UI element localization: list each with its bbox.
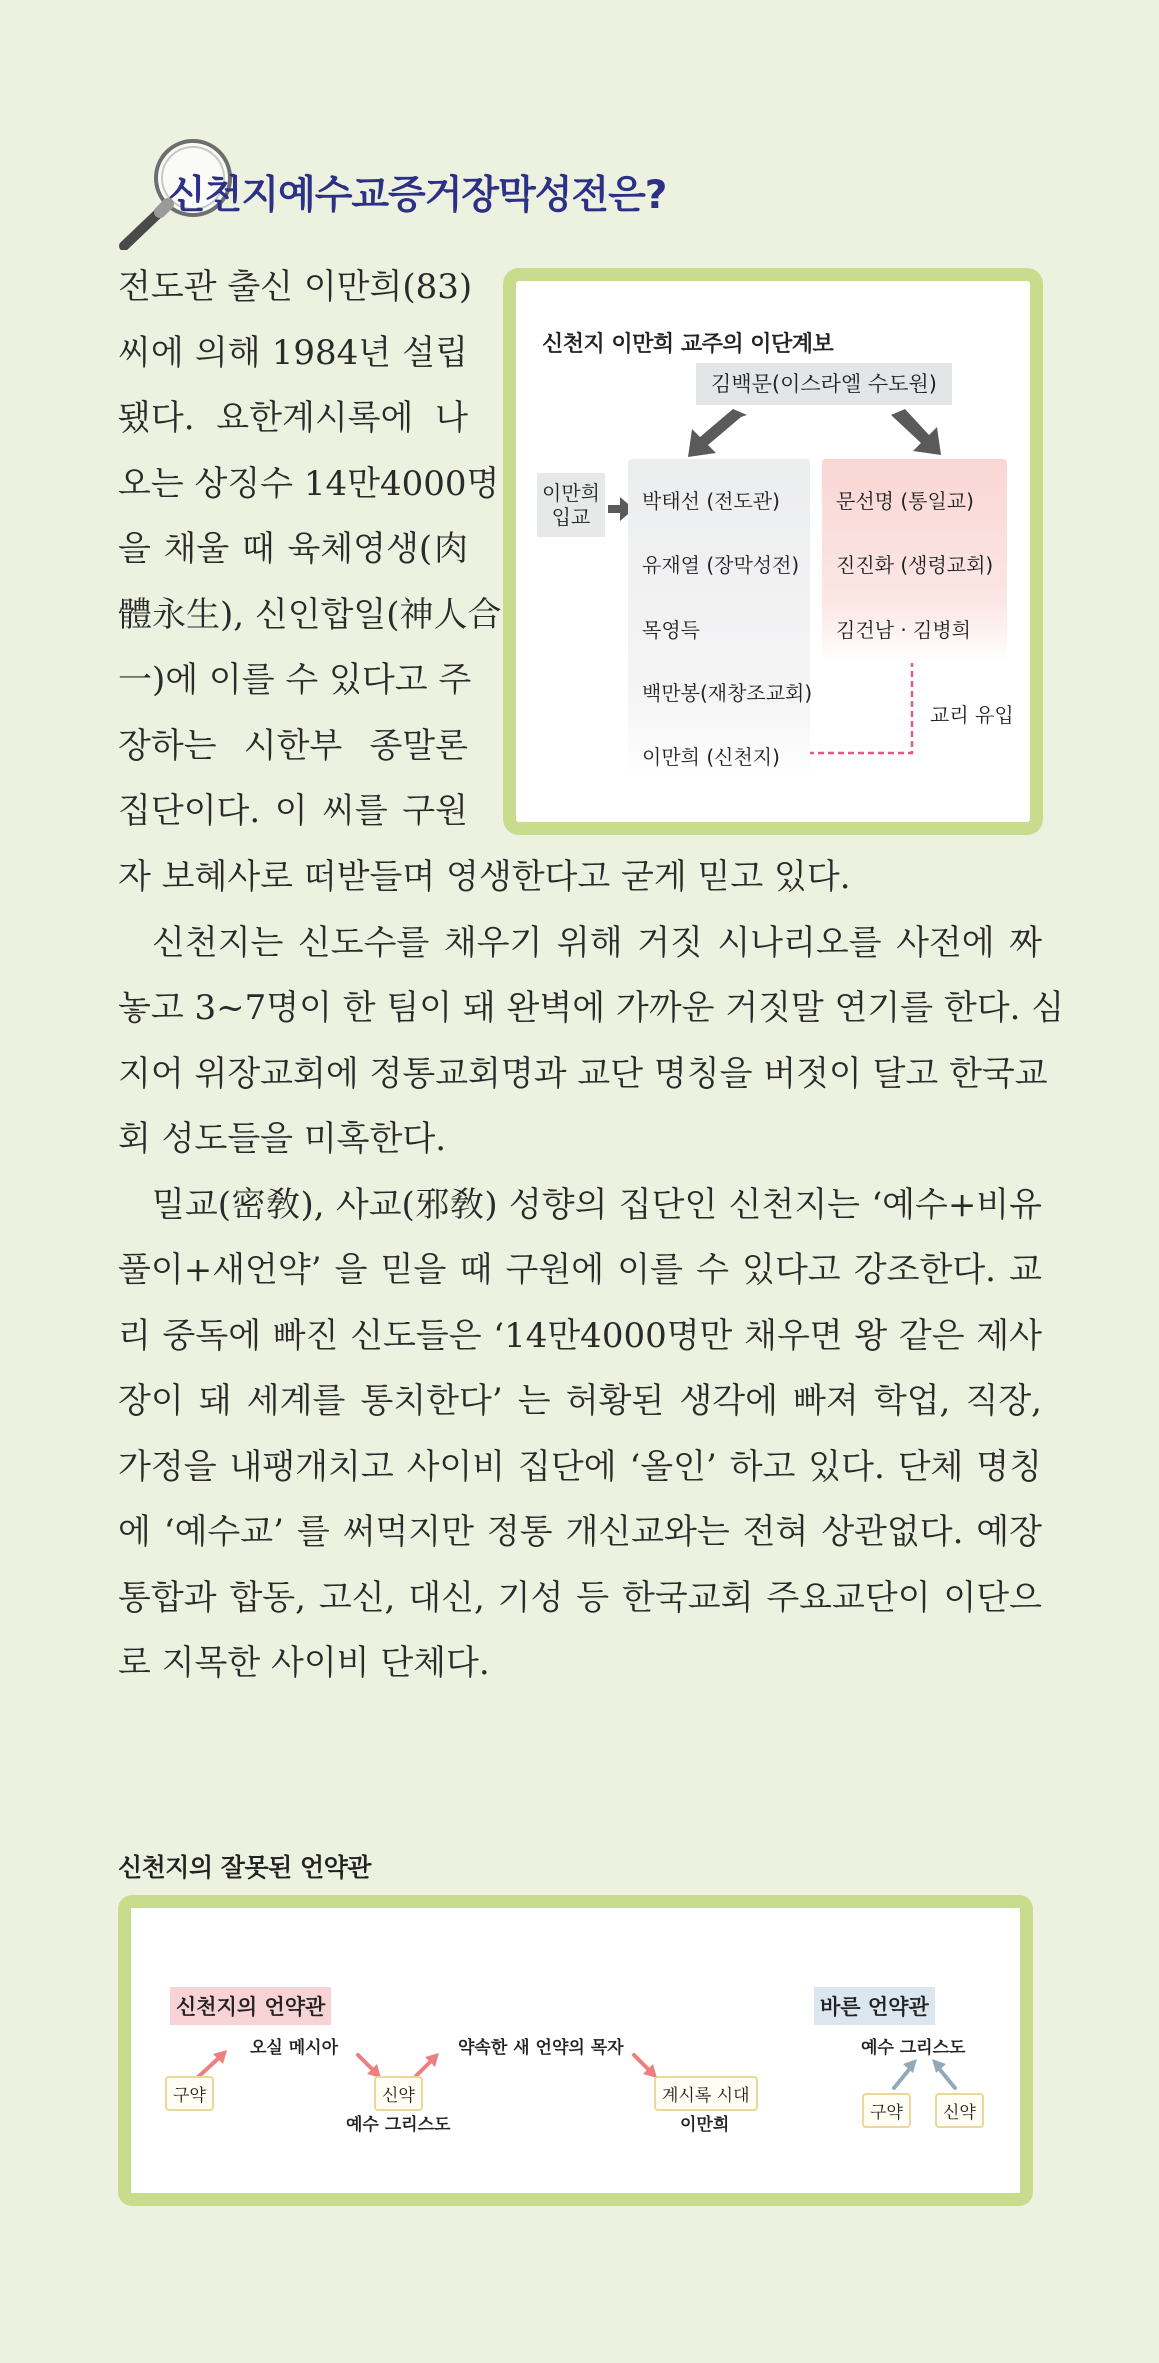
main-paragraphs	[118, 845, 1065, 1697]
new-testament-chip: 신약	[935, 2093, 984, 2128]
text-line: 신천지는 신도수를 채우기 위해 거짓 시나리오를 사전에 짜	[152, 922, 1042, 963]
text-line: 자 보혜사로 떠받들며 영생한다고 굳게 믿고 있다.	[118, 857, 851, 897]
text-line: 지어 위장교회에 정통교회명과 교단 명칭을 버젓이 달고 한국교	[118, 1053, 1048, 1094]
covenant-label: 예수 그리스도	[861, 2038, 966, 2058]
text-line: 됐다. 요한계시록에 나	[118, 398, 468, 438]
lineage-left-item: 백만봉(재창조교회)	[642, 681, 813, 705]
lineage-entry	[537, 473, 605, 537]
text-line: 에 ‘예수교’ 를 써먹지만 정통 개신교와는 전혀 상관없다. 예장	[118, 1512, 1042, 1552]
text-line: 밀교(密敎), 사교(邪敎) 성향의 집단인 신천지는 ‘예수+비유	[152, 1184, 1042, 1225]
covenant-caption: 신천지의 잘못된 언약관	[118, 1853, 371, 1882]
text-line: 회 성도들을 미혹한다.	[118, 1119, 447, 1159]
lineage-right-item: 진진화 (생령교회)	[836, 553, 994, 577]
covenant-diagram	[118, 1895, 1033, 2206]
lineage-left-item: 유재열 (장막성전)	[642, 553, 800, 577]
lineage-note: 교리 유입	[930, 703, 1014, 727]
text-line: 體永生), 신인합일(神人合	[118, 594, 502, 635]
title-block	[118, 130, 718, 250]
right-covenant-heading: 바른 언약관	[814, 1987, 935, 2025]
wrong-covenant-heading: 신천지의 언약관	[170, 1987, 331, 2025]
text-line: 을 채울 때 육체영생(肉	[118, 529, 468, 569]
page-title: 신천지예수교증거장막성전은?	[168, 173, 667, 218]
old-testament-chip: 구약	[862, 2093, 911, 2128]
text-line: 리 중독에 빠진 신도들은 ‘14만4000명만 채우면 왕 같은 제사	[118, 1315, 1042, 1356]
text-line: 오는 상징수 14만4000명	[118, 463, 500, 504]
lineage-root: 김백문(이스라엘 수도원)	[696, 363, 952, 405]
covenant-label: 약속한 새 언약의 목자	[458, 2038, 624, 2058]
text-line: 一)에 이를 수 있다고 주	[118, 660, 472, 700]
entry-line: 이만희	[542, 481, 600, 505]
new-testament-chip: 신약	[374, 2076, 423, 2111]
text-line: 장하는 시한부 종말론	[118, 725, 468, 766]
lineage-left-item: 박태선 (전도관)	[642, 489, 780, 513]
text-line: 장이 돼 세계를 통치한다’ 는 허황된 생각에 빠져 학업, 직장,	[118, 1381, 1042, 1421]
lineage-right-item: 문선명 (통일교)	[836, 489, 974, 513]
intro-paragraph	[118, 255, 502, 845]
text-line: 풀이+새언약’ 을 믿을 때 구원에 이를 수 있다고 강조한다. 교	[118, 1250, 1042, 1290]
lineage-chart	[503, 268, 1043, 835]
text-line: 전도관 출신 이만희(83)	[118, 267, 473, 307]
lineage-left-item: 이만희 (신천지)	[642, 745, 780, 769]
entry-line: 입교	[551, 505, 591, 529]
covenant-label: 예수 그리스도	[346, 2115, 451, 2135]
lineage-left-item: 목영득	[642, 618, 700, 642]
covenant-label: 오실 메시아	[250, 2038, 339, 2058]
lineage-title: 신천지 이만희 교주의 이단계보	[542, 332, 834, 357]
covenant-label: 이만희	[680, 2115, 730, 2135]
text-line: 씨에 의해 1984년 설립	[118, 332, 468, 373]
text-line: 가정을 내팽개치고 사이비 집단에 ‘올인’ 하고 있다. 단체 명칭	[118, 1446, 1042, 1487]
revelation-chip: 계시록 시대	[654, 2076, 758, 2111]
text-line: 놓고 3~7명이 한 팀이 돼 완벽에 가까운 거짓말 연기를 한다. 심	[118, 988, 1065, 1028]
lineage-right-item: 김건남 · 김병희	[836, 618, 971, 642]
text-line: 로 지목한 사이비 단체다.	[118, 1643, 490, 1683]
text-line: 통합과 합동, 고신, 대신, 기성 등 한국교회 주요교단이 이단으	[118, 1577, 1042, 1618]
old-testament-chip: 구약	[165, 2076, 214, 2111]
text-line: 집단이다. 이 씨를 구원	[118, 791, 468, 831]
